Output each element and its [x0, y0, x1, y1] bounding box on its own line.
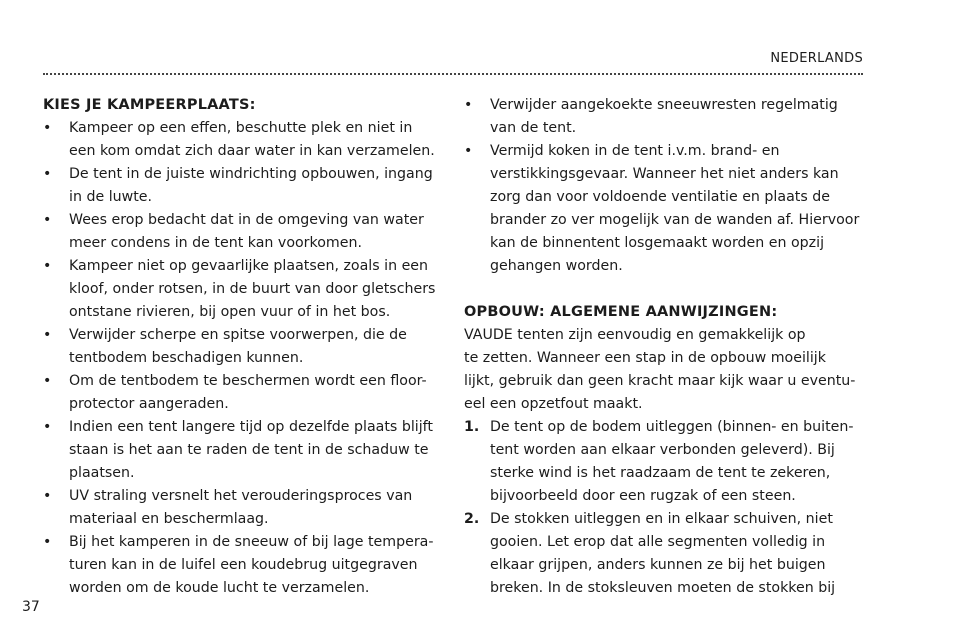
- list-item: [43, 370, 443, 416]
- list-item-text: Vermijd koken in de tent i.v.m. brand- en: [490, 143, 780, 159]
- intro-line: te zetten. Wanneer een stap in de opbouw moeilijk: [464, 350, 826, 366]
- list-item-text: verstikkingsgevaar. Wanneer het niet anders kan: [490, 166, 839, 182]
- bullet-icon: •: [464, 143, 473, 159]
- bullet-icon: •: [43, 373, 52, 389]
- campsite-list-continued: [464, 94, 864, 278]
- list-item-text: protector aangeraden.: [69, 396, 229, 412]
- list-item-text: Indien een tent langere tijd op dezelfde plaats blijft: [69, 419, 433, 435]
- list-item-text: staan is het aan te raden de tent in de schaduw te: [69, 442, 429, 458]
- section-heading-campsite: KIES JE KAMPEERPLAATS:: [43, 97, 256, 113]
- dotted-divider: [43, 73, 863, 75]
- header-language: NEDERLANDS: [770, 51, 863, 66]
- list-item-text: een kom omdat zich daar water in kan verzamelen.: [69, 143, 435, 159]
- bullet-icon: •: [43, 258, 52, 274]
- list-item-text: ontstane rivieren, bij open vuur of in het bos.: [69, 304, 391, 320]
- list-item: [43, 485, 443, 531]
- bullet-icon: •: [43, 419, 52, 435]
- list-item-text: gehangen worden.: [490, 258, 623, 274]
- bullet-icon: •: [43, 488, 52, 504]
- step-text: tent worden aan elkaar verbonden geleverd). Bij: [490, 442, 835, 458]
- list-item-text: brander zo ver mogelijk van de wanden af. Hiervoor: [490, 212, 860, 228]
- page-number: 37: [22, 599, 40, 615]
- list-item-text: van de tent.: [490, 120, 577, 136]
- step-text: breken. In de stoksleuven moeten de stokken bij: [490, 580, 836, 596]
- intro-line: lijkt, gebruik dan geen kracht maar kijk waar u eventu-: [464, 373, 856, 389]
- left-column: [43, 94, 443, 600]
- list-item: [43, 531, 443, 600]
- bullet-icon: •: [43, 166, 52, 182]
- bullet-icon: •: [464, 97, 473, 113]
- list-item: [464, 94, 864, 140]
- step-number: 1.: [464, 419, 480, 435]
- right-column: [464, 94, 864, 600]
- list-item-text: turen kan in de luifel een koudebrug uitgegraven: [69, 557, 418, 573]
- bullet-icon: •: [43, 534, 52, 550]
- list-item: [464, 140, 864, 278]
- intro-line: eel een opzetfout maakt.: [464, 396, 643, 412]
- bullet-icon: •: [43, 212, 52, 228]
- list-item-text: materiaal en beschermlaag.: [69, 511, 269, 527]
- list-item-text: Kampeer op een effen, beschutte plek en niet in: [69, 120, 413, 136]
- step-item: [464, 416, 864, 508]
- setup-intro: [464, 324, 864, 416]
- list-item-text: Om de tentbodem te beschermen wordt een floor-: [69, 373, 427, 389]
- step-text: elkaar grijpen, anders kunnen ze bij het buigen: [490, 557, 826, 573]
- list-item-text: UV straling versnelt het verouderingsproces van: [69, 488, 413, 504]
- setup-steps: [464, 416, 864, 600]
- list-item: [43, 209, 443, 255]
- list-item-text: meer condens in de tent kan voorkomen.: [69, 235, 362, 251]
- list-item-text: Verwijder aangekoekte sneeuwresten regelmatig: [490, 97, 838, 113]
- list-item-text: Verwijder scherpe en spitse voorwerpen, die de: [69, 327, 407, 343]
- list-item-text: worden om de koude lucht te verzamelen.: [69, 580, 370, 596]
- bullet-icon: •: [43, 120, 52, 136]
- list-item: [43, 255, 443, 324]
- step-number: 2.: [464, 511, 480, 527]
- list-item-text: kloof, onder rotsen, in de buurt van door gletschers: [69, 281, 436, 297]
- section-heading-setup: OPBOUW: ALGEMENE AANWIJZINGEN:: [464, 304, 778, 320]
- list-item-text: zorg dan voor voldoende ventilatie en plaats de: [490, 189, 830, 205]
- list-item: [43, 163, 443, 209]
- list-item-text: Wees erop bedacht dat in de omgeving van water: [69, 212, 424, 228]
- list-item-text: plaatsen.: [69, 465, 135, 481]
- step-item: [464, 508, 864, 600]
- list-item-text: kan de binnentent losgemaakt worden en opzij: [490, 235, 825, 251]
- campsite-list: [43, 117, 443, 600]
- intro-line: VAUDE tenten zijn eenvoudig en gemakkelijk op: [464, 327, 806, 343]
- list-item: [43, 416, 443, 485]
- list-item: [43, 324, 443, 370]
- step-text: bijvoorbeeld door een rugzak of een steen.: [490, 488, 796, 504]
- list-item-text: tentbodem beschadigen kunnen.: [69, 350, 304, 366]
- step-text: gooien. Let erop dat alle segmenten volledig in: [490, 534, 826, 550]
- list-item-text: De tent in de juiste windrichting opbouwen, ingang: [69, 166, 433, 182]
- list-item-text: Kampeer niet op gevaarlijke plaatsen, zoals in een: [69, 258, 429, 274]
- list-item-text: in de luwte.: [69, 189, 153, 205]
- list-item: [43, 117, 443, 163]
- bullet-icon: •: [43, 327, 52, 343]
- list-item-text: Bij het kamperen in de sneeuw of bij lage tempera-: [69, 534, 434, 550]
- step-text: sterke wind is het raadzaam de tent te zekeren,: [490, 465, 831, 481]
- step-text: De tent op de bodem uitleggen (binnen- en buiten-: [490, 419, 854, 435]
- step-text: De stokken uitleggen en in elkaar schuiven, niet: [490, 511, 833, 527]
